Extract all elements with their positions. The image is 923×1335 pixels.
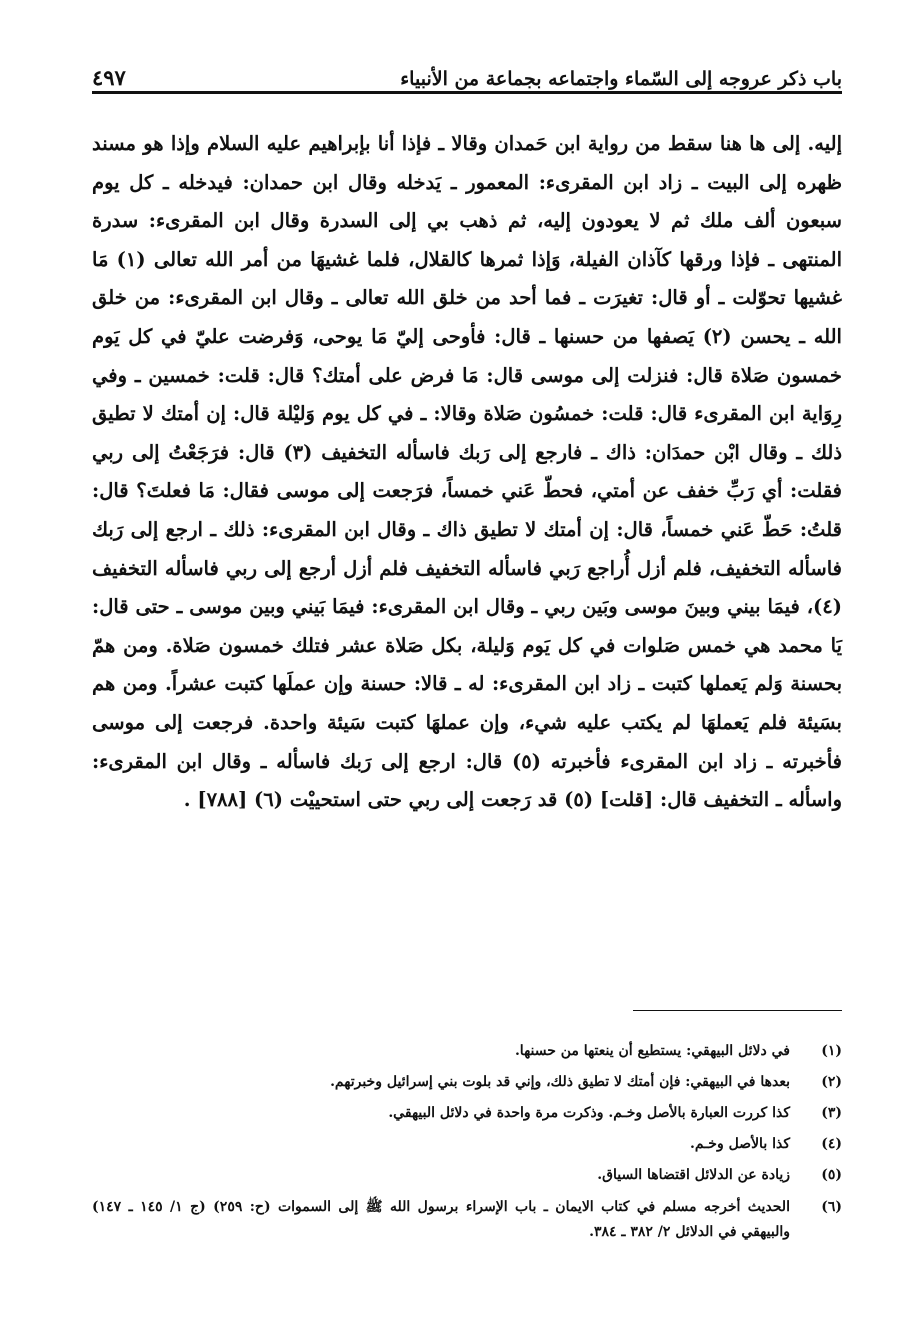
page-number: ٤٩٧ xyxy=(92,65,126,90)
body-paragraph: إليه. إلى ها هنا سقط من رواية ابن حَمدان وقالا ـ فإذا أنا بإبراهيم عليه السلام وإذا هو مسند ظهره إلى البيت ـ زاد ابن المقرىء: المعمور ـ يَدخله وقال ابن حمدان: فيدخله ـ كل يوم سبعون ألف ملك ثم لا يعودون إليه، ثم ذهب بي إلى السدرة وقال ابن المقرىء: سدرة المنتهى ـ فإذا ورقها كآذان الفيلة، وَإذا ثمرها كالقلال، فلما غشيهَا من أمر الله تعالى (١) مَا غشيها تحوّلت ـ أو قال: تغيرَت ـ فما أحد من خلق الله تعالى ـ وقال ابن المقرىء: من خلق الله ـ يحسن (٢) يَصفها من حسنها ـ قال: فأوحى إليّ مَا يوحى، وَفرضت عليّ في كل يَوم خمسون صَلاة قال: فنزلت إلى موسى قال: مَا فرض على أمتك؟ قال: قلت: خمسين ـ وفي رِوَاية ابن المقرىء قال: قلت: خمسُون صَلاة وقالا: ـ في كل يوم وَليْلة قال: إن أمتك لا تطيق ذلك ـ وقال ابْن حمدَان: ذاك ـ فارجع إلى رَبك فاسأله التخفيف (٣) قال: فرَجَعْتُ إلى ربي فقلت: أي رَبِّ خفف عن أمتي، فحطّ عَني خمساً، فرَجعت إلى موسى فقال: مَا فعلتَ؟ قال: قلتُ: حَطّ عَني خمساً، قال: إن أمتك لا تطيق ذاك ـ وقال ابن المقرىء: ذلك ـ ارجع إلى رَبك فاسأله التخفيف، فلم أزل أُراجع رَبي فاسأله التخفيف فلم أزل أرجع إلى ربي فاسأله التخفيف (٤)، فيمَا بيني وبينَ موسى وبَين ربي ـ وقال ابن المقرىء: فيمَا بَيني وبين موسى ـ حتى قال: يَا محمد هي خمس صَلوات في كل يَوم وَليلة، بكل صَلاة عشر فتلك خمسون صَلاة. ومن همّ بحسنة وَلم يَعملها كتبت ـ زاد ابن المقرىء: له ـ قالا: حسنة وإن عملَها كتبت عشراً. ومن هم بسَيئة فلم يَعملهَا لم يكتب عليه شيء، وإن عملهَا كتبت سَيئة واحدة. فرجعت إلى موسى فأخبرته ـ زاد ابن المقرىء فأخبرته (٥) قال: ارجع إلى رَبك فاسأله ـ وقال ابن المقرىء: واسأله ـ التخفيف قال: [قلت] (٥) قد رَجعت إلى ربي حتى استحييْت (٦) [٧٨٨] . xyxy=(92,132,842,812)
footnote-text: في دلائل البيهقي: يستطيع أن ينعتها من حسنها. xyxy=(514,1043,790,1059)
main-text xyxy=(92,125,842,820)
footnote-item xyxy=(92,1133,842,1156)
footnote-text: كذا كررت العبارة بالأصل وخـم. وذكرت مرة واحدة في دلائل البيهقي. xyxy=(388,1105,790,1121)
footnote-text: زيادة عن الدلائل اقتضاها السياق. xyxy=(597,1167,790,1183)
footnote-item xyxy=(92,1040,842,1063)
footnote-number: (٤) xyxy=(821,1136,842,1152)
chapter-title: باب ذكر عروجه إلى السّماء واجتماعه بجماعة من الأنبياء xyxy=(400,68,842,90)
footnote-item xyxy=(92,1195,842,1245)
footnote-number: (١) xyxy=(821,1043,842,1059)
footnote-text: الحديث أخرجه مسلم في كتاب الايمان ـ باب الإسراء برسول الله ﷺ إلى السموات (ح: ٢٥٩) (ج ١/ ١٤٥ ـ ١٤٧) والبيهقي في الدلائل ٢/ ٣٨٢ ـ ٣٨٤. xyxy=(92,1199,790,1240)
running-header xyxy=(92,56,842,90)
footnote-text: كذا بالأصل وخـم. xyxy=(690,1136,790,1152)
footnote-separator xyxy=(633,1010,842,1011)
footnote-item xyxy=(92,1102,842,1125)
footnote-number: (٦) xyxy=(821,1199,842,1215)
footnote-item xyxy=(92,1164,842,1187)
footnote-number: (٥) xyxy=(821,1167,842,1183)
footnote-number: (٢) xyxy=(821,1074,842,1090)
footnote-item xyxy=(92,1071,842,1094)
footnote-number: (٣) xyxy=(821,1105,842,1121)
header-rule xyxy=(92,91,842,94)
footnote-text: بعدها في البيهقي: فإن أمتك لا تطيق ذلك، وإني قد بلوت بني إسرائيل وخبرتهم. xyxy=(330,1074,790,1090)
footnotes xyxy=(92,1040,842,1253)
